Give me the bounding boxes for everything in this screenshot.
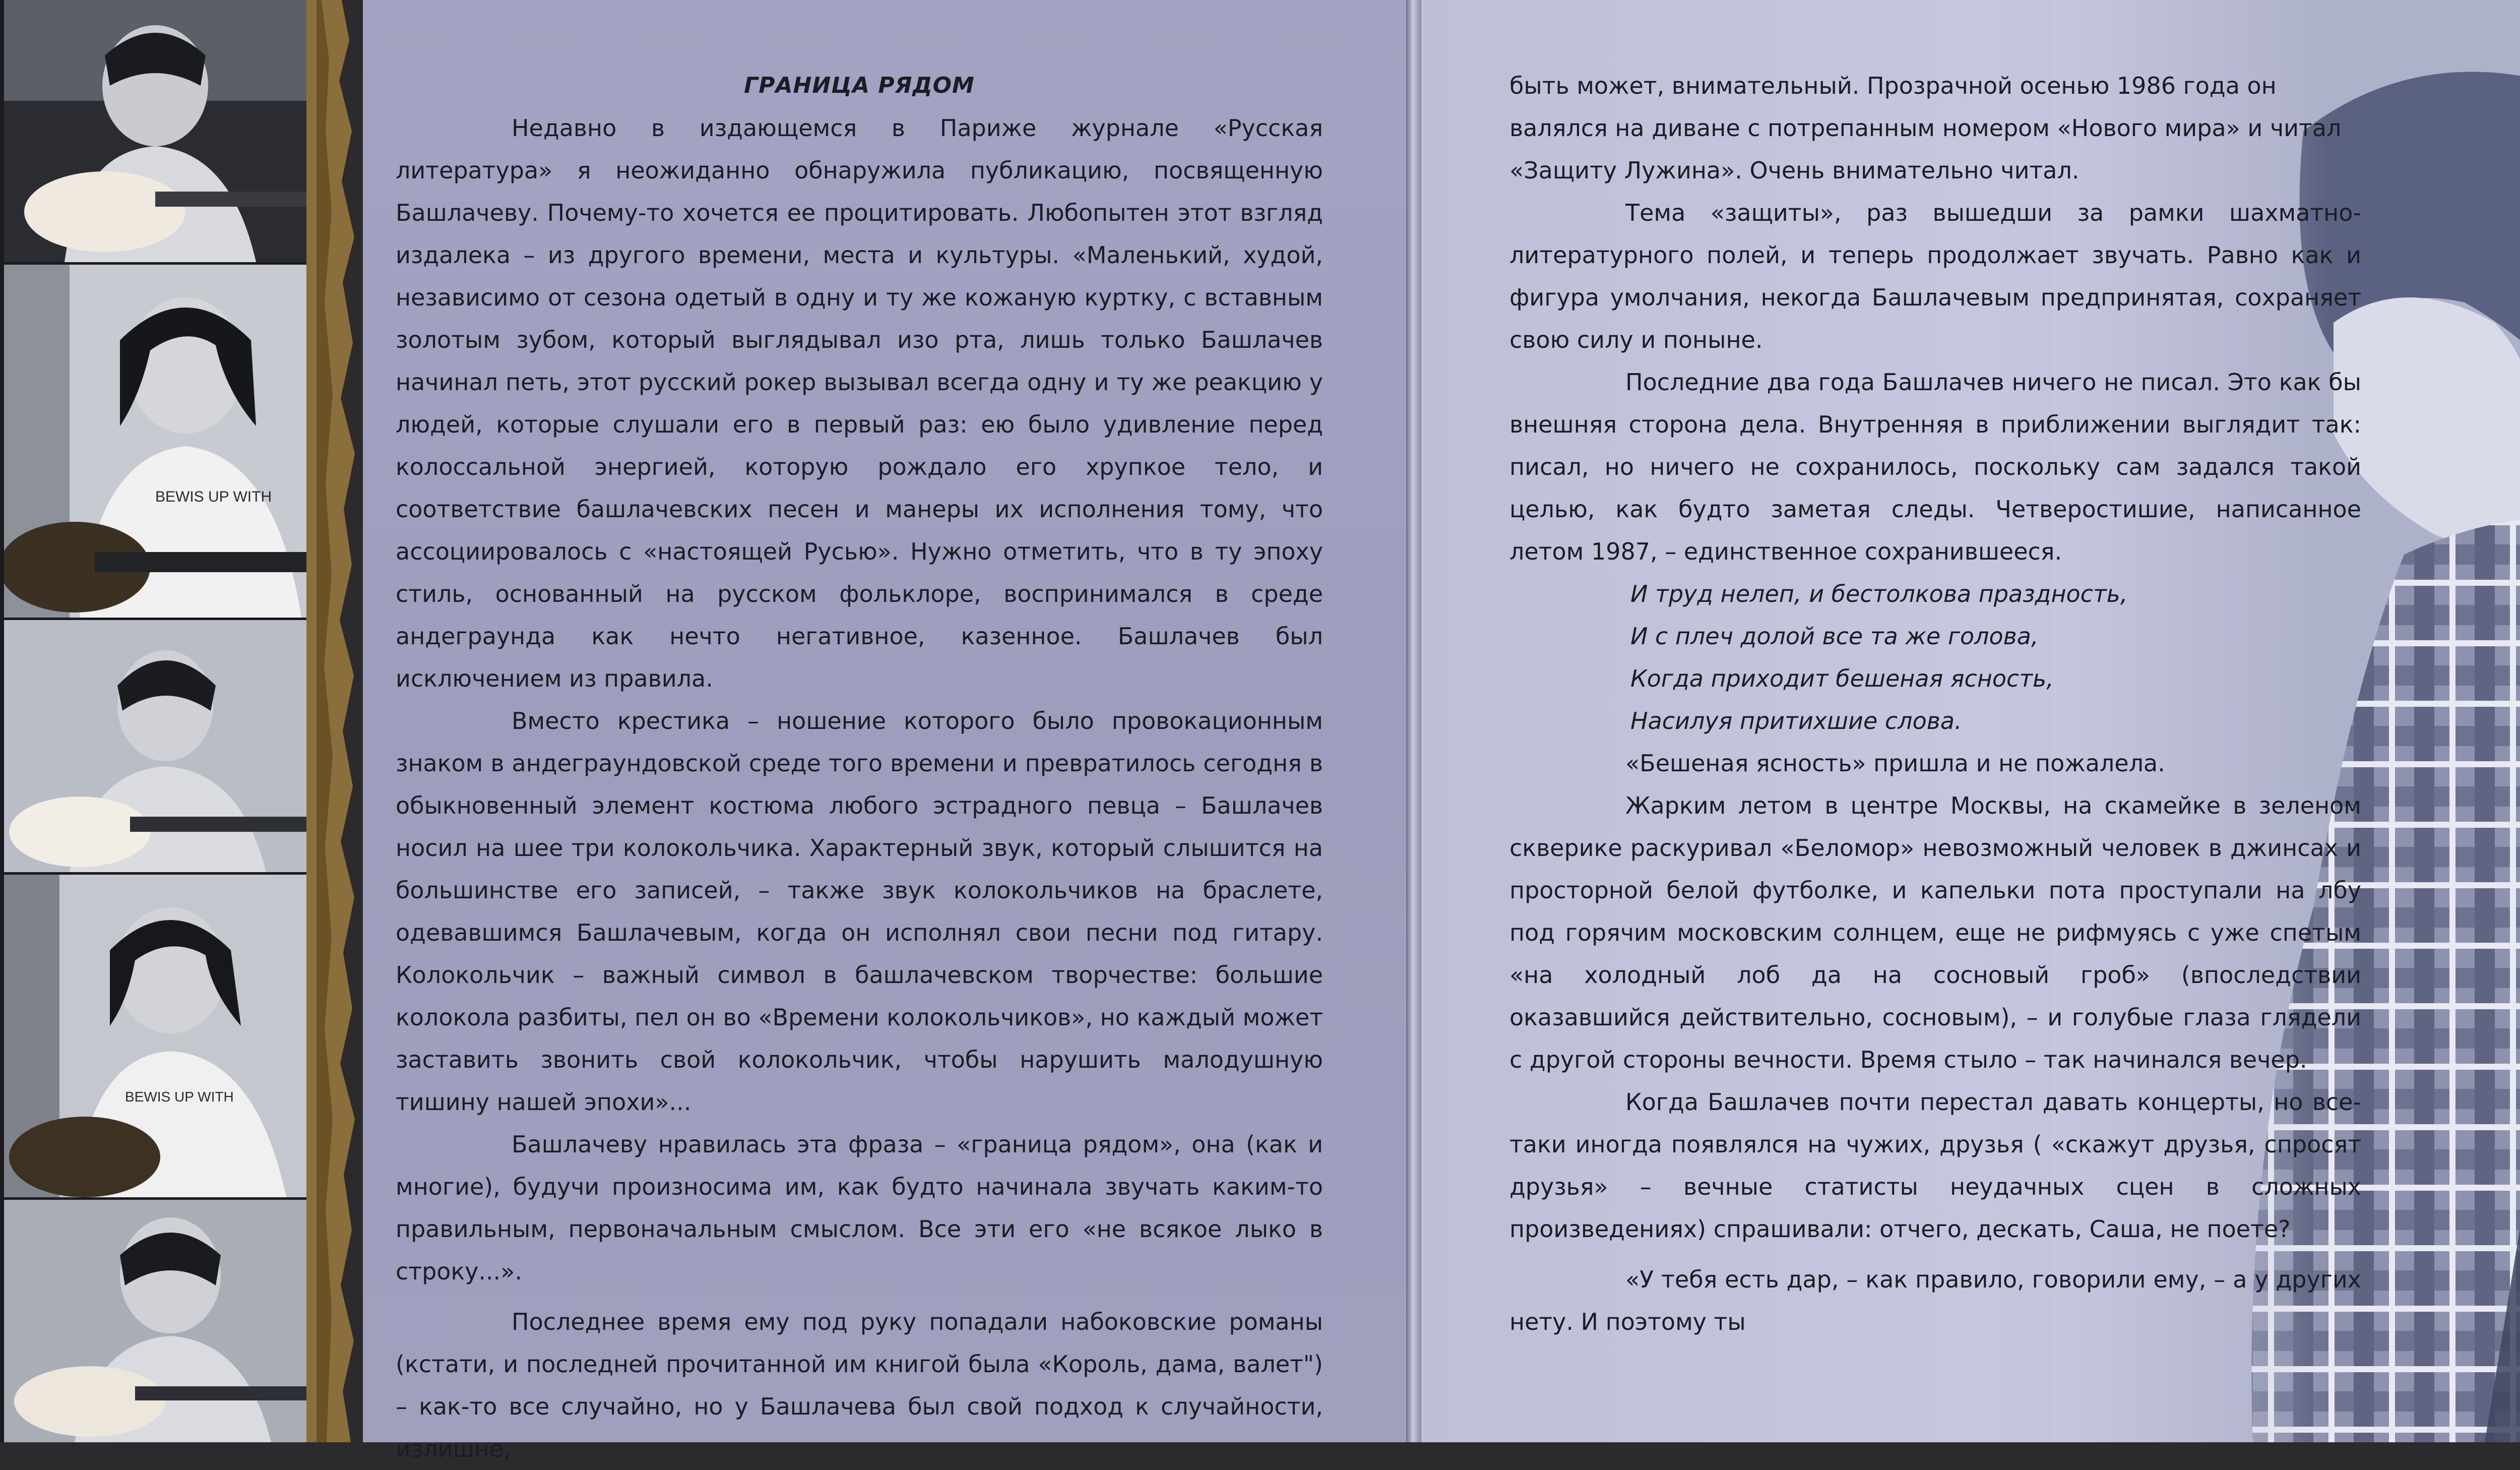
- torn-paper-edge: [306, 0, 367, 1442]
- guitarist-photo-5: [4, 1200, 306, 1442]
- verse-line-2: И с плеч долой все та же голова,: [1630, 623, 2039, 650]
- right-paragraph-6: Когда Башлачев почти перестал давать концерты, но все-таки иногда появлялся на чужих, друзья ( «скажут друзья, спросят друзья» – вечные статисты неудачных сцен в сложных произведениях) спрашивали: отчего, дескать, Саша, не поете?: [1509, 1088, 2361, 1243]
- right-paragraph-5: Жарким летом в центре Москвы, на скамейке в зеленом скверике раскуривал «Беломор» невозможный человек в джинсах и просторной белой футболке, и капельки пота проступали на лбу под горячим московским солнцем, еще не рифмуясь с уже спетым «на холодный лоб да на сосновый гроб» (впоследствии оказавшийся действительно, сосновым), – и голубые глаза глядели с другой стороны вечности. Время стыло – так начинался вечер.: [1509, 792, 2361, 1073]
- guitarist-photo-4: [4, 875, 306, 1197]
- guitarist-photo-1: [4, 0, 306, 262]
- right-paragraph-4: «Бешеная ясность» пришла и не пожалела.: [1625, 750, 2165, 777]
- verse-line-4: Насилуя притихшие слова.: [1630, 707, 1962, 734]
- page-fold: [1406, 0, 1421, 1442]
- right-paragraph-7: «У тебя есть дар, – как правило, говорили ему, – а у других нету. И поэтому ты: [1509, 1266, 2361, 1335]
- left-paragraph-2: Вместо крестика – ношение которого было провокационным знаком в андеграундовской среде того времени и превратилось сегодня в обыкновенный элемент костюма любого эстрадного певца – Башлачев носил на шее три колокольчика. Характерный звук, который слышится на большинстве его записей, – также звук колокольчиков на браслете, одевавшимся Башлачевым, когда он исполнял свои песни под гитару. Колокольчик – важный символ в башлачевском творчестве: большие колокола разбиты, пел он во «Времени колокольчиков», но каждый может заставить звонить свой колокольчик, чтобы нарушить малодушную тишину нашей эпохи»...: [396, 707, 1323, 1116]
- guitarist-photo-2: [4, 265, 306, 618]
- right-paragraph-2: Тема «защиты», раз вышедши за рамки шахматно-литературного полей, и теперь продолжает звучать. Равно как и фигура умолчания, некогда Башлачевым предпринятая, сохраняет свою силу и поныне.: [1509, 199, 2361, 353]
- left-article-column: [396, 65, 1323, 1470]
- svg-text:BEWIS UP WITH: BEWIS UP WITH: [155, 488, 272, 505]
- article-title: ГРАНИЦА РЯДОМ: [744, 73, 975, 98]
- verse-line-3: Когда приходит бешеная ясность,: [1630, 665, 2054, 692]
- verse-line-1: И труд нелеп, и бестолкова праздность,: [1630, 580, 2128, 607]
- left-paragraph-4: Последнее время ему под руку попадали набоковские романы (кстати, и последней прочитанной им книгой была «Король, дама, валет") – как-то все случайно, но у Башлачева был свой подход к случайности, излишне,: [396, 1308, 1323, 1462]
- right-paragraph-3: Последние два года Башлачев ничего не писал. Это как бы внешняя сторона дела. Внутренняя в приближении выглядит так: писал, но ничего не сохранилось, поскольку сам задался такой целью, как будто заметая следы. Четверостишие, написанное летом 1987, – единственное сохранившееся.: [1509, 369, 2361, 565]
- left-paragraph-3: Башлачеву нравилась эта фраза – «граница рядом», она (как и многие), будучи произносима им, как будто начинала звучать каким-то правильным, первоначальным смыслом. Все эти его «не всякое лыко в строку...».: [396, 1131, 1323, 1285]
- right-paragraph-1: быть может, внимательный. Прозрачной осенью 1986 года он валялся на диване с потрепанным номером «Нового мира» и читал «Защиту Лужина». Очень внимательно читал.: [1509, 72, 2342, 184]
- right-article-column: [1509, 65, 2361, 1343]
- guitarist-photo-3: [4, 620, 306, 872]
- left-paragraph-1: Недавно в издающемся в Париже журнале «Русская литература» я неожиданно обнаружила публикацию, посвященную Башлачеву. Почему-то хочется ее процитировать. Любопытен этот взгляд издалека – из другого времени, места и культуры. «Маленький, худой, независимо от сезона одетый в одну и ту же кожаную куртку, с вставным золотым зубом, который выглядывал изо рта, лишь только Башлачев начинал петь, этот русский рокер вызывал всегда одну и ту же реакцию у людей, которые слушали его в первый раз: ею было удивление перед колоссальной энергией, которую рождало его хрупкое тело, и соответствие башлачевских песен и манеры их исполнения тому, что ассоциировалось с «настоящей Русью». Нужно отметить, что в ту эпоху стиль, основанный на русском фольклоре, воспринимался в среде андеграунда как нечто негативное, казенное. Башлачев был исключением из правила.: [396, 114, 1323, 692]
- svg-text:BEWIS UP WITH: BEWIS UP WITH: [125, 1089, 234, 1105]
- photo-strip: [0, 0, 312, 1442]
